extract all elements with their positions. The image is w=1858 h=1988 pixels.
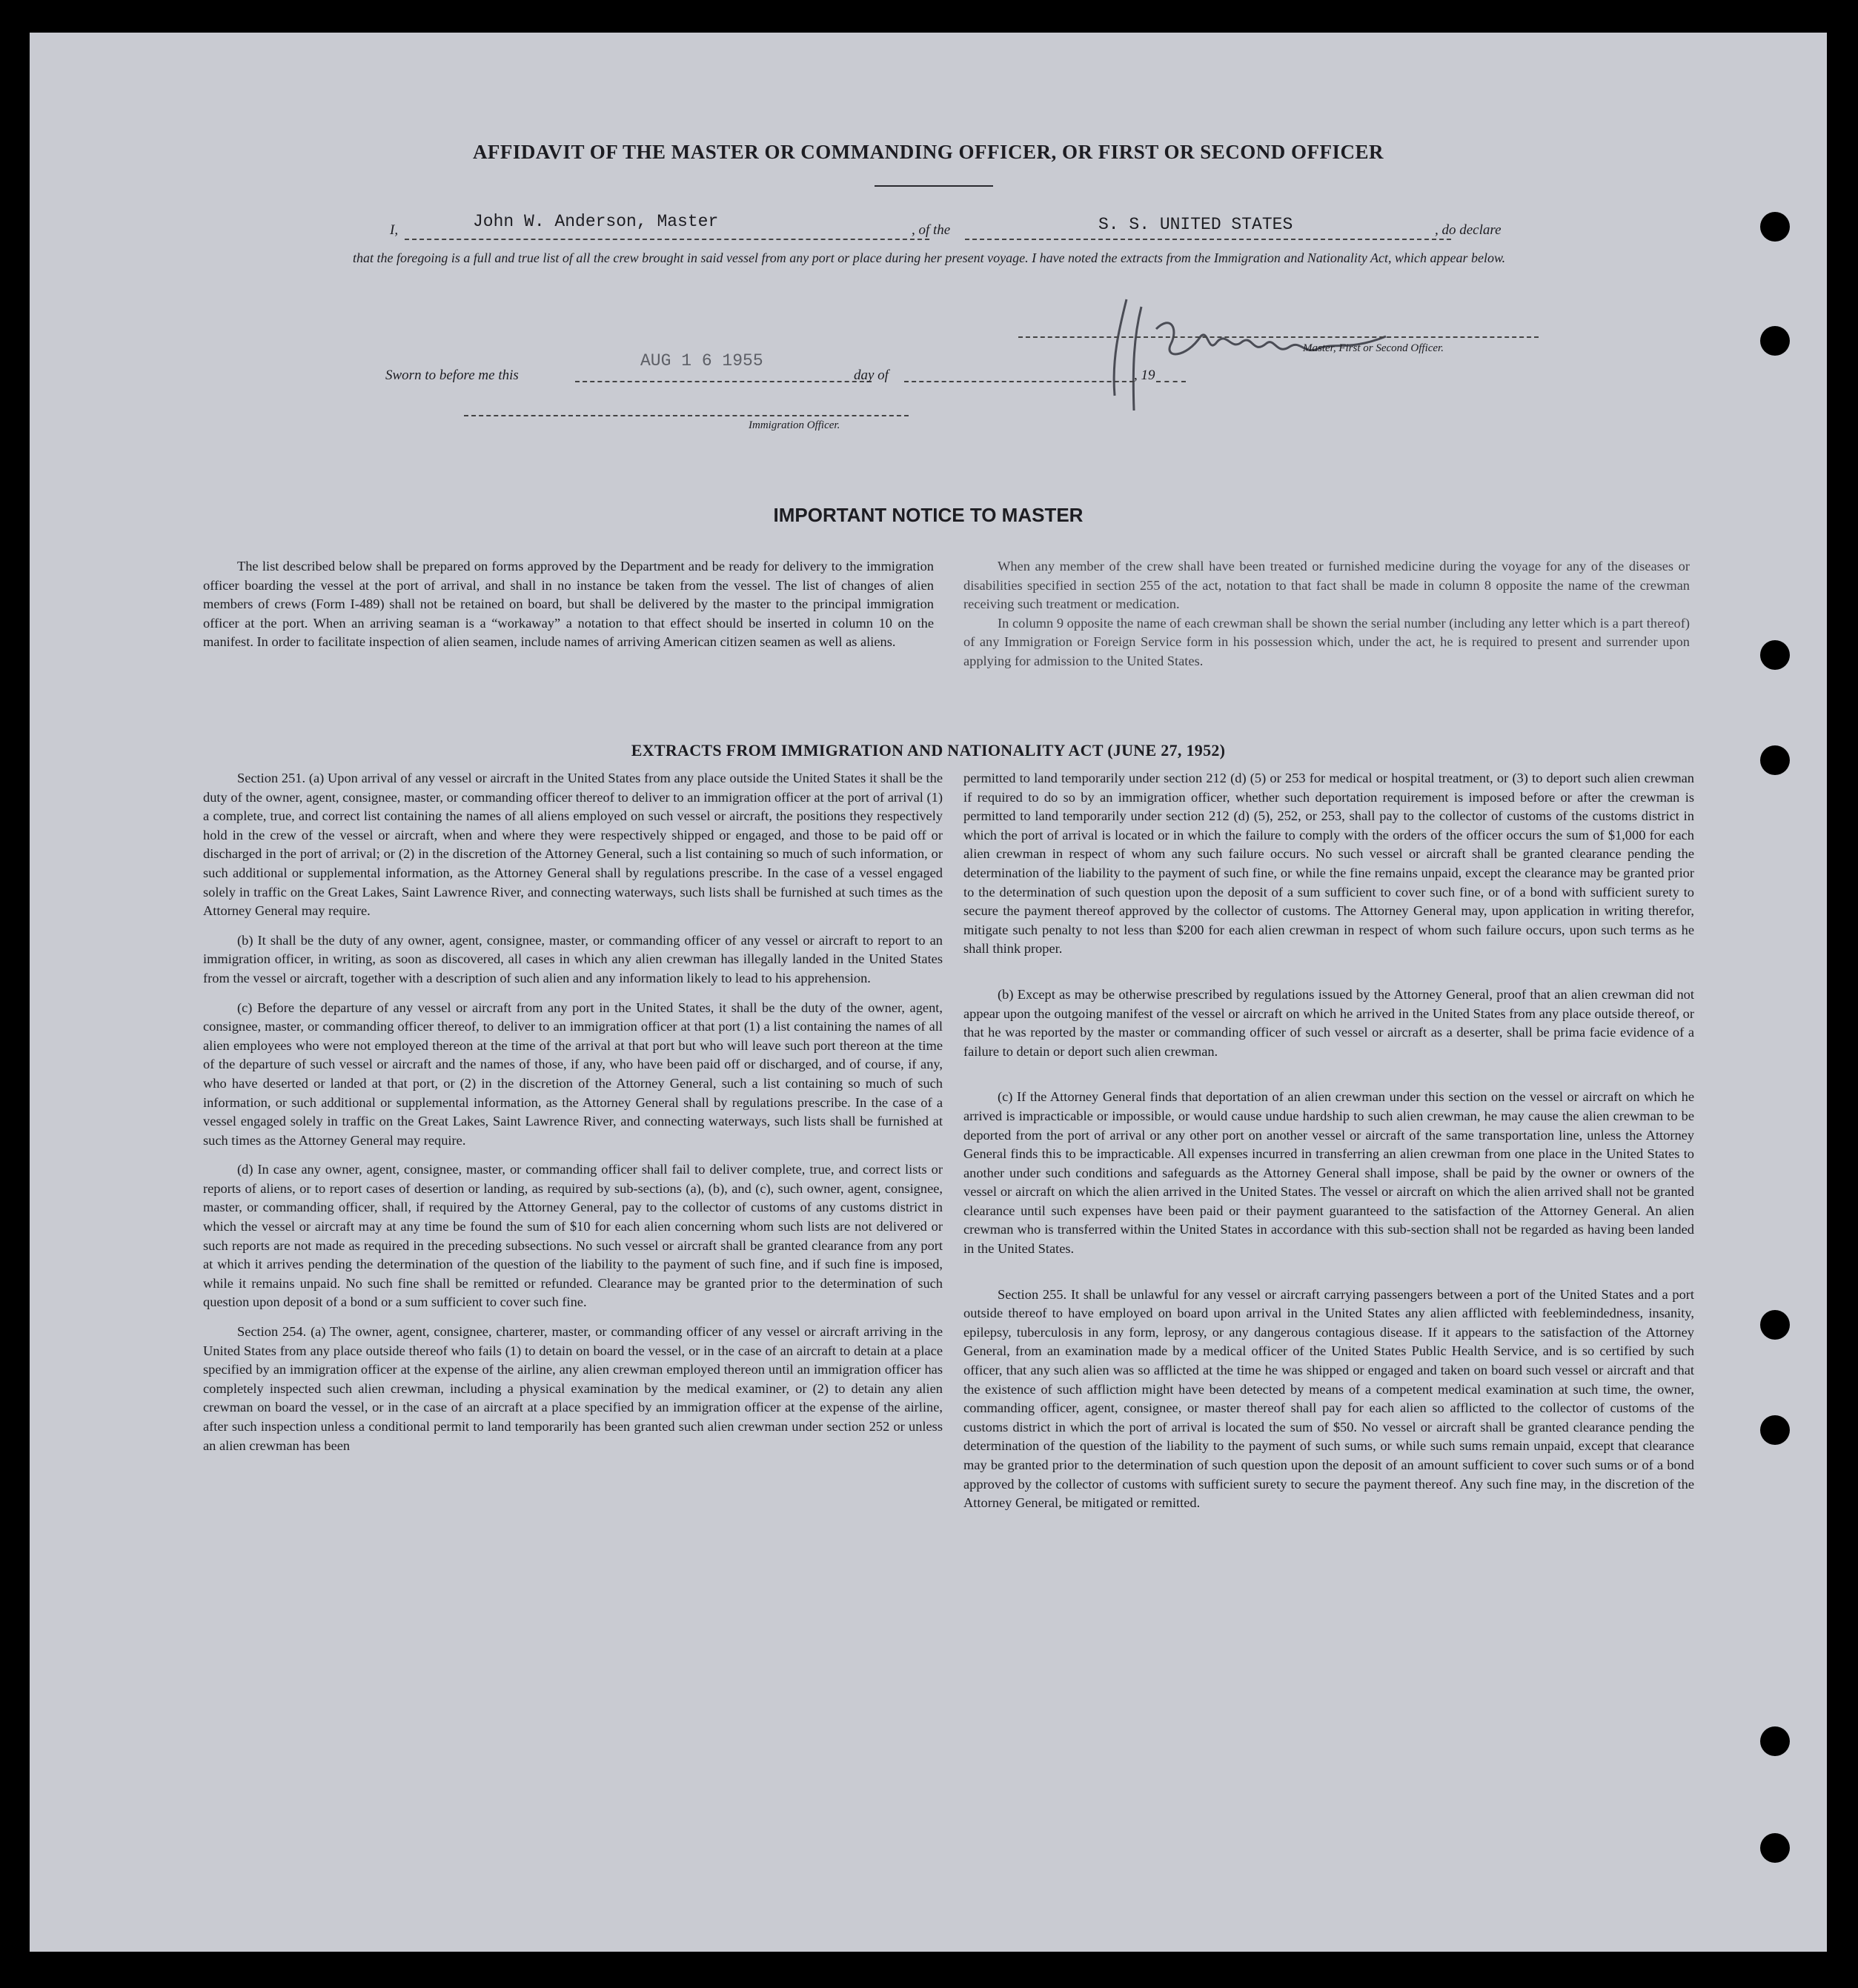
section-254-b: (b) Except as may be otherwise prescribed by regulations issued by the Attorney General, proof that an alien crewman did not appear upon the outgoing manifest of the vessel or aircraft on which he arrived in the United States from any place outside thereof, or that he was reported by the master or commanding officer of such vessel or aircraft as a deserter, shall be prima facie evidence of a failure to detain or deport such alien crewman. xyxy=(963,986,1694,1059)
punch-hole xyxy=(1760,326,1790,356)
section-251-a: Section 251. (a) Upon arrival of any vessel or aircraft in the United States from any place outside the United States it shall be the duty of the owner, agent, consignee, master, or commanding officer thereof to deliver to an immigration officer at the port of arrival (1) a complete, true, and correct list containing the names of all aliens employed on such vessel or aircraft, the positions they respectively hold in the crew of the vessel or aircraft, when and where they were respectively shipped or engaged, and those to be paid off or discharged in the port of arrival; or (2) in the discretion of the Attorney General, such a list containing so much of such information, or such additional or supplemental information, as the Attorney General shall by regulations prescribe. In the case of a vessel engaged solely in traffic on the Great Lakes, Saint Lawrence River, and connecting waterways, such lists shall be furnished at such times as the Attorney General may require. xyxy=(203,771,943,919)
notice-left-column xyxy=(203,557,934,662)
punch-hole xyxy=(1760,1833,1790,1863)
document-page xyxy=(30,33,1827,1952)
date-stamp: AUG 1 6 1955 xyxy=(640,351,763,370)
declaration-text: that the foregoing is a full and true list of all the crew brought in said vessel from any port or place during her present voyage. I have noted the extracts from the Immigration and Nationality Act, which appear below. xyxy=(353,250,1506,265)
section-255: Section 255. It shall be unlawful for any vessel or aircraft carrying passengers between a port of the United States and a port outside thereof to have employed on board upon arrival in the United States any alien afflicted with feeblemindedness, insanity, epilepsy, tuberculosis in any form, leprosy, or any dangerous contagious disease. If it appears to the satisfaction of the Attorney General, from an examination made by a medical officer of the United States Public Health Service, and is so certified by such officer, that any such alien was so afflicted at the time he was shipped or engaged and taken on board such vessel or aircraft and that the existence of such affliction might have been detected by means of a competent medical examination at such time, the owner, commanding officer, agent, consignee, or master thereof shall pay for each alien so afflicted to the collector of customs of the customs district in which the port of arrival is located the sum of $50. No vessel or aircraft shall be granted clearance pending the determination of the question of the liability to the payment of such sums, or while such sums remain unpaid, except that clearance may be granted prior to the determination of such question upon the deposit of an amount sufficient to cover such sums or of a bond approved by the collector of customs with sufficient surety to secure the payment thereof. Any such fine may, in the discretion of the Attorney General, be mitigated or remitted. xyxy=(963,1286,1694,1511)
notice-paragraph: In column 9 opposite the name of each crewman shall be shown the serial number (including any letter which is a part thereof) of any Immigration or Foreign Service form in his possession which, under the act, he is required to present and surrender upon applying for admission to the United States. xyxy=(963,615,1690,668)
declarant-label: I, xyxy=(390,222,399,238)
declare-label: , do declare xyxy=(1435,222,1502,238)
vessel-line xyxy=(965,239,1451,240)
section-251-c: (c) Before the departure of any vessel or aircraft from any port in the United States, it shall be the duty of the owner, agent, consignee, master, or commanding officer thereof, to deliver to an immigration officer at that port (1) a list containing the names of all alien employees who were not employed thereon at the time of the arrival at that port but who will leave such port thereon at the time of the departure of such vessel or aircraft and the names of those, if any, who have been paid off or discharged, and of course, if any, who have deserted or landed at that port, or (2) in the discretion of the Attorney General, such a list containing so much of such information, or such additional or supplemental information, as the Attorney General shall by regulations prescribe. In the case of a vessel engaged solely in traffic on the Great Lakes, Saint Lawrence River, and connecting waterways, such lists shall be furnished at such times as the Attorney General may require. xyxy=(203,1000,943,1148)
punch-hole xyxy=(1760,1726,1790,1756)
notice-paragraph: When any member of the crew shall have been treated or furnished medicine during the voyage for any of the diseases or disabilities specified in section 255 of the act, notation to that fact shall be made in column 8 opposite the name of the crewman receiving such treatment or medication. xyxy=(963,559,1690,612)
notice-title: IMPORTANT NOTICE TO MASTER xyxy=(773,504,1084,526)
declarant-name: John W. Anderson, Master xyxy=(473,212,719,231)
section-251-b: (b) It shall be the duty of any owner, agent, consignee, master, or commanding officer of any vessel or aircraft to report to an immigration officer, in writing, as soon as discovered, all cases in which any alien crewman has illegally landed in the United States from the vessel or aircraft, together with a description of such alien and any information likely to lead to his apprehension. xyxy=(203,932,943,985)
punch-hole xyxy=(1760,212,1790,242)
extracts-right-column xyxy=(963,769,1694,1523)
day-of-label: day of xyxy=(854,368,889,383)
punch-hole xyxy=(1760,640,1790,670)
month-line xyxy=(904,381,1134,382)
officer-caption: Immigration Officer. xyxy=(749,419,840,431)
section-251-d: (d) In case any owner, agent, consignee, master, or commanding officer shall fail to deliver complete, true, and correct lists or reports of aliens, or to report cases of desertion or landing, as required by sub-sections (a), (b), and (c), such owner, agent, consignee, master, or commanding officer, shall, if required by the Attorney General, pay to the collector of customs of any customs district in which the vessel or aircraft may at any time be found the sum of $10 for each alien concerning whom such lists are not delivered or such reports are not made as required in the preceding subsections. No such vessel or aircraft shall be granted clearance from any port at which it arrives pending the determination of the question of the liability to the payment of such fine, and if such fine is imposed, while it remains unpaid. No such fine shall be remitted or refunded. Clearance may be granted prior to the determination of such question upon deposit of a bond or a sum sufficient to cover such fine. xyxy=(203,1162,943,1310)
section-254-a-continued: permitted to land temporarily under section 212 (d) (5) or 253 for medical or hospital treatment, or (3) to deport such alien crewman if required to do so by an immigration officer, whether such deportation requirement is imposed before or after the crewman is permitted to land temporarily under section 212 (d) (5), 252, or 253, shall pay to the collector of customs of the customs district in which the port of arrival is located or in which the failure to comply with the orders of the officer occurs the sum of $1,000 for each alien crewman in respect of whom any such failure occurs. No such vessel or aircraft shall be granted clearance pending the determination of the liability to the payment of such fine, or while the fine remains unpaid, except the clearance may be granted prior to the determination of such question upon the deposit of a sum sufficient to cover such fine, or of a bond with sufficient surety to secure the payment thereof approved by the collector of customs. The Attorney General may, upon application in writing therefor, mitigate such penalty to not less than $200 for each alien crewman in respect of whom such failure occurs, upon such terms as he shall think proper. xyxy=(963,771,1694,957)
vessel-label: , of the xyxy=(912,222,951,238)
section-254-c: (c) If the Attorney General finds that deportation of an alien crewman under this section on the vessel or aircraft on which he arrived is impracticable or impossible, or would cause undue hardship to such alien crewman, he may cause the alien crewman to be deported from the port of arrival or any other port on another vessel or aircraft of the same transportation line, unless the Attorney General finds this to be impracticable. All expenses incurred in transferring an alien crewman from one place in the United States to another under such conditions and safeguards as the Attorney General shall impose, shall be paid by the owner or owners of the vessel or aircraft on which the alien arrived in the United States. The vessel or aircraft on which the alien arrived shall not be granted clearance until such expenses have been paid or their payment guaranteed to the satisfaction of the Attorney General. An alien crewman who is transferred within the United States in accordance with this sub-section shall not be regarded as having been landed in the United States. xyxy=(963,1089,1694,1257)
notice-paragraph: The list described below shall be prepared on forms approved by the Department and be ready for delivery to the immigration officer boarding the vessel at the port of arrival, and shall in no instance be taken from the vessel. The list of changes of alien members of crews (Form I-489) shall not be retained on board, but shall be delivered by the master to the principal immigration officer at the port. When an arriving seaman is a “workaway” a notation to that effect should be inserted in column 10 on the manifest. In order to facilitate inspection of alien seamen, include names of arriving American citizen seamen as well as aliens. xyxy=(203,559,934,650)
punch-hole xyxy=(1760,1310,1790,1340)
notice-right-column xyxy=(963,557,1690,682)
year-line xyxy=(1156,381,1186,382)
extracts-title: EXTRACTS FROM IMMIGRATION AND NATIONALITY ACT (JUNE 27, 1952) xyxy=(631,741,1226,759)
section-254-a: Section 254. (a) The owner, agent, consignee, charterer, master, or commanding officer of any vessel or aircraft arriving in the United States from any place outside thereof who fails (1) to detain on board the vessel, or in the case of an aircraft to detain at a place specified by an immigration officer at the expense of the airline, any alien crewman employed thereon until an immigration officer has completely inspected such alien crewman, including a physical examination by the medical examiner, or (2) to detain any alien crewman on board the vessel, or in the case of an aircraft at a place specified by an immigration officer at the expense of the airline, after such inspection unless a conditional permit to land temporarily has been granted such alien crewman under section 252 or unless an alien crewman has been xyxy=(203,1324,943,1453)
year-label: , 19 xyxy=(1134,368,1155,383)
signature-line xyxy=(1018,336,1539,338)
title-divider xyxy=(875,185,993,187)
vessel-name: S. S. UNITED STATES xyxy=(1098,215,1293,234)
affidavit-title: AFFIDAVIT OF THE MASTER OR COMMANDING OFFICER, OR FIRST OR SECOND OFFICER xyxy=(472,141,1384,163)
extracts-left-column xyxy=(203,769,943,1466)
signer-caption: Master, First or Second Officer. xyxy=(1303,342,1444,354)
officer-line xyxy=(464,415,909,416)
sworn-label: Sworn to before me this xyxy=(385,368,519,383)
punch-hole xyxy=(1760,1415,1790,1445)
sworn-day-line xyxy=(575,381,872,382)
declarant-line xyxy=(405,239,929,240)
